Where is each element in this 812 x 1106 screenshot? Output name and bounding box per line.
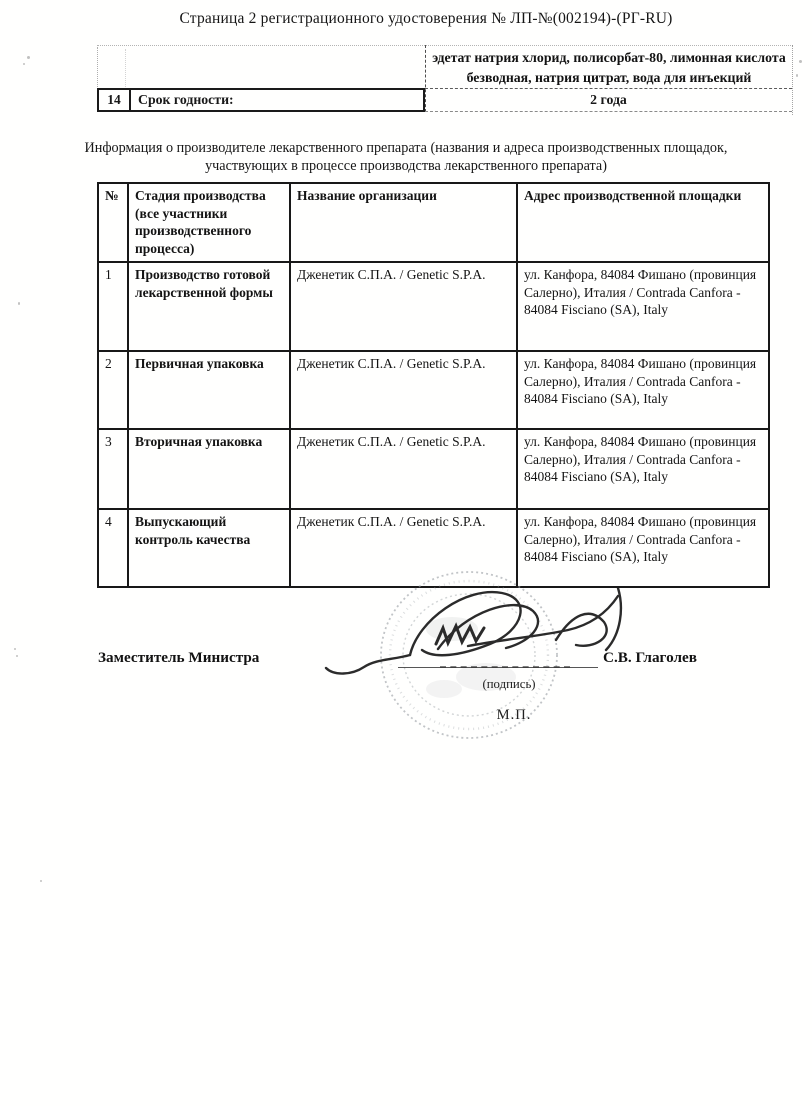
header-organization: Название организации [290, 183, 517, 262]
scan-noise-speck [796, 74, 798, 77]
signatory-name: С.В. Глаголев [603, 649, 697, 666]
table-border-top [97, 45, 793, 46]
scan-noise-speck [27, 56, 30, 59]
table-row [98, 262, 769, 351]
excipients-text: эдетат натрия хлорид, полисорбат-80, лимонная кислота безводная, натрия цитрат, вода для инъекций [432, 50, 786, 85]
table-row [98, 351, 769, 429]
header-stage: Стадия производства (все участники производственного процесса) [128, 183, 290, 262]
manufacturer-info-note: Информация о производителе лекарственного препарата (названия и адреса производственных площадок, участвующих в процессе производства лекарственного препарата) [84, 140, 728, 175]
header-address: Адрес производственной площадки [517, 183, 769, 262]
organization-cell: Дженетик С.П.А. / Genetic S.P.A. [290, 351, 517, 429]
row-num: 3 [98, 429, 128, 509]
row-num: 4 [98, 509, 128, 587]
organization-cell: Дженетик С.П.А. / Genetic S.P.A. [290, 262, 517, 351]
shelf-life-row [97, 88, 425, 112]
stage-cell: Вторичная упаковка [128, 429, 290, 509]
address-cell: ул. Канфора, 84084 Фишано (провинция Салерно), Италия / Contrada Canfora - 84084 Fisciano (SA), Italy [517, 429, 769, 509]
table-number-column-line [125, 49, 126, 87]
signature-tail [606, 588, 621, 650]
address-cell: ул. Канфора, 84084 Фишано (провинция Салерно), Италия / Contrada Canfora - 84084 Fisciano (SA), Italy [517, 262, 769, 351]
address-cell: ул. Канфора, 84084 Фишано (провинция Салерно), Италия / Contrada Canfora - 84084 Fisciano (SA), Italy [517, 351, 769, 429]
continuation-table [97, 45, 793, 112]
scan-noise-speck [799, 60, 802, 63]
stage-cell: Выпускающий контроль качества [128, 509, 290, 587]
organization-cell: Дженетик С.П.А. / Genetic S.P.A. [290, 429, 517, 509]
table-border-left [97, 47, 98, 89]
scan-noise-speck [14, 648, 16, 650]
signature-line-dashes [440, 666, 570, 668]
signature-caption: (подпись) [482, 677, 536, 691]
table-header-row [98, 183, 769, 262]
shelf-life-label: Срок годности: [138, 92, 234, 107]
shelf-life-value: 2 года [425, 88, 792, 112]
row-num: 1 [98, 262, 128, 351]
table-row [98, 429, 769, 509]
header-num: № [98, 183, 128, 262]
scan-noise-speck [40, 880, 42, 882]
row-number: 14 [99, 90, 131, 110]
signature-loop-3 [556, 614, 607, 646]
seal-placeholder-label: М.П. [496, 707, 532, 723]
address-cell: ул. Канфора, 84084 Фишано (провинция Салерно), Италия / Contrada Canfora - 84084 Fisciano (SA), Italy [517, 509, 769, 587]
scan-noise-speck [18, 302, 20, 305]
stage-cell: Производство готовой лекарственной формы [128, 262, 290, 351]
signature-loop-1 [410, 592, 521, 655]
organization-cell: Дженетик С.П.А. / Genetic S.P.A. [290, 509, 517, 587]
signature-lead-in [326, 655, 410, 674]
scan-noise-speck [23, 63, 25, 65]
row-num: 2 [98, 351, 128, 429]
stage-cell: Первичная упаковка [128, 351, 290, 429]
table-border-right [792, 45, 793, 115]
page-title: Страница 2 регистрационного удостоверения № ЛП-№(002194)-(РГ-RU) [179, 10, 673, 27]
signature-upstroke [468, 596, 618, 646]
manufacturers-table [97, 182, 770, 588]
scan-noise-speck [16, 655, 18, 657]
signatory-title: Заместитель Министра [98, 649, 260, 666]
